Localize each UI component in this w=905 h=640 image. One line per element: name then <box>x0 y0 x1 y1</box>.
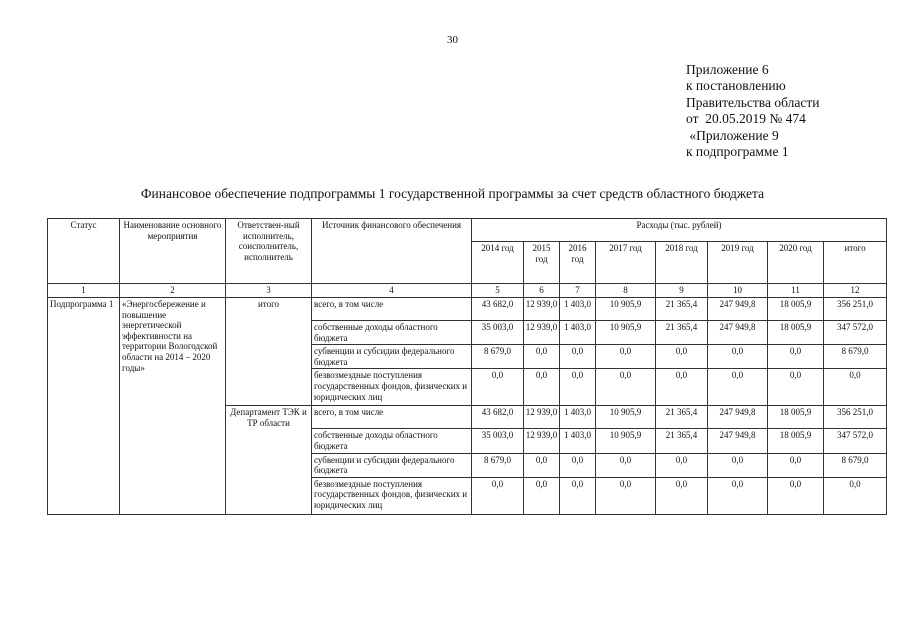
value-cell: 35 003,0 <box>472 429 524 453</box>
value-cell: 1 403,0 <box>560 321 596 345</box>
col-number: 12 <box>824 284 887 298</box>
value-cell: 0,0 <box>560 477 596 514</box>
header-year: 2020 год <box>768 242 824 284</box>
value-cell: 0,0 <box>708 477 768 514</box>
value-cell: 43 682,0 <box>472 298 524 321</box>
value-cell: 18 005,9 <box>768 406 824 429</box>
value-cell: 0,0 <box>596 345 656 369</box>
col-number: 8 <box>596 284 656 298</box>
value-cell: 12 939,0 <box>524 321 560 345</box>
page-number: 30 <box>447 34 458 46</box>
col-number: 5 <box>472 284 524 298</box>
executor-cell: Департамент ТЭК и ТР области <box>226 406 312 514</box>
value-cell: 0,0 <box>524 369 560 406</box>
total-cell: 8 679,0 <box>824 345 887 369</box>
header-year: 2015 год <box>524 242 560 284</box>
total-cell: 347 572,0 <box>824 321 887 345</box>
col-number: 1 <box>48 284 120 298</box>
financing-table <box>47 218 887 515</box>
header-total: итого <box>824 242 887 284</box>
value-cell: 0,0 <box>524 477 560 514</box>
value-cell: 12 939,0 <box>524 429 560 453</box>
col-number: 7 <box>560 284 596 298</box>
value-cell: 10 905,9 <box>596 298 656 321</box>
value-cell: 0,0 <box>768 477 824 514</box>
value-cell: 247 949,8 <box>708 321 768 345</box>
value-cell: 18 005,9 <box>768 429 824 453</box>
value-cell: 0,0 <box>656 345 708 369</box>
appendix-line: к подпрограмме 1 <box>686 144 789 160</box>
source-cell: всего, в том числе <box>312 406 472 429</box>
value-cell: 8 679,0 <box>472 345 524 369</box>
value-cell: 0,0 <box>596 453 656 477</box>
total-cell: 0,0 <box>824 369 887 406</box>
header-expenses: Расходы (тыс. рублей) <box>472 219 887 242</box>
header-year: 2017 год <box>596 242 656 284</box>
executor-cell: итого <box>226 298 312 406</box>
source-cell: субвенции и субсидии федерального бюджета <box>312 453 472 477</box>
value-cell: 18 005,9 <box>768 298 824 321</box>
value-cell: 0,0 <box>656 369 708 406</box>
header-status: Статус <box>48 219 120 284</box>
value-cell: 21 365,4 <box>656 429 708 453</box>
col-number: 3 <box>226 284 312 298</box>
value-cell: 1 403,0 <box>560 429 596 453</box>
header-measure: Наименование основного мероприятия <box>120 219 226 284</box>
col-number: 2 <box>120 284 226 298</box>
value-cell: 247 949,8 <box>708 406 768 429</box>
appendix-line: к постановлению <box>686 78 786 94</box>
appendix-line: Приложение 6 <box>686 62 769 77</box>
value-cell: 1 403,0 <box>560 406 596 429</box>
value-cell: 0,0 <box>472 477 524 514</box>
value-cell: 0,0 <box>560 369 596 406</box>
header-year: 2016 год <box>560 242 596 284</box>
value-cell: 10 905,9 <box>596 406 656 429</box>
source-cell: всего, в том числе <box>312 298 472 321</box>
total-cell: 356 251,0 <box>824 298 887 321</box>
value-cell: 0,0 <box>708 369 768 406</box>
table-row <box>48 298 887 321</box>
value-cell: 18 005,9 <box>768 321 824 345</box>
header-executor: Ответствен-ный исполнитель, соисполнитель, исполнитель <box>226 219 312 284</box>
value-cell: 0,0 <box>560 453 596 477</box>
value-cell: 0,0 <box>524 453 560 477</box>
value-cell: 43 682,0 <box>472 406 524 429</box>
source-cell: собственные доходы областного бюджета <box>312 429 472 453</box>
header-year: 2014 год <box>472 242 524 284</box>
value-cell: 8 679,0 <box>472 453 524 477</box>
header-row <box>48 219 887 242</box>
value-cell: 0,0 <box>596 369 656 406</box>
appendix-line: «Приложение 9 <box>686 127 779 143</box>
value-cell: 0,0 <box>472 369 524 406</box>
value-cell: 0,0 <box>768 345 824 369</box>
measure-cell: «Энергосбережение и повышение энергетической эффективности на территории Вологодской области на 2014 – 2020 годы» <box>120 298 226 515</box>
value-cell: 21 365,4 <box>656 298 708 321</box>
value-cell: 10 905,9 <box>596 429 656 453</box>
header-year: 2018 год <box>656 242 708 284</box>
value-cell: 0,0 <box>768 453 824 477</box>
value-cell: 12 939,0 <box>524 298 560 321</box>
source-cell: безвозмездные поступления государственных фондов, физических и юридических лиц <box>312 369 472 406</box>
col-number: 6 <box>524 284 560 298</box>
total-cell: 0,0 <box>824 477 887 514</box>
document-title: Финансовое обеспечение подпрограммы 1 государственной программы за счет средств областного бюджета <box>140 186 765 201</box>
value-cell: 0,0 <box>768 369 824 406</box>
value-cell: 0,0 <box>524 345 560 369</box>
value-cell: 1 403,0 <box>560 298 596 321</box>
value-cell: 0,0 <box>656 477 708 514</box>
appendix-line: от 20.05.2019 № 474 <box>686 111 806 127</box>
appendix-block <box>686 62 819 160</box>
col-number: 4 <box>312 284 472 298</box>
source-cell: безвозмездные поступления государственных фондов, физических и юридических лиц <box>312 477 472 514</box>
value-cell: 0,0 <box>656 453 708 477</box>
value-cell: 247 949,8 <box>708 429 768 453</box>
value-cell: 247 949,8 <box>708 298 768 321</box>
value-cell: 0,0 <box>560 345 596 369</box>
col-number: 10 <box>708 284 768 298</box>
source-cell: субвенции и субсидии федерального бюджета <box>312 345 472 369</box>
header-source: Источник финансового обеспечения <box>312 219 472 284</box>
value-cell: 12 939,0 <box>524 406 560 429</box>
total-cell: 356 251,0 <box>824 406 887 429</box>
value-cell: 35 003,0 <box>472 321 524 345</box>
total-cell: 347 572,0 <box>824 429 887 453</box>
value-cell: 0,0 <box>708 345 768 369</box>
source-cell: собственные доходы областного бюджета <box>312 321 472 345</box>
header-year: 2019 год <box>708 242 768 284</box>
value-cell: 0,0 <box>596 477 656 514</box>
column-numbers-row <box>48 284 887 298</box>
value-cell: 0,0 <box>708 453 768 477</box>
col-number: 11 <box>768 284 824 298</box>
value-cell: 21 365,4 <box>656 321 708 345</box>
col-number: 9 <box>656 284 708 298</box>
status-cell: Подпрограмма 1 <box>48 298 120 515</box>
value-cell: 21 365,4 <box>656 406 708 429</box>
appendix-line: Правительства области <box>686 94 820 110</box>
value-cell: 10 905,9 <box>596 321 656 345</box>
total-cell: 8 679,0 <box>824 453 887 477</box>
